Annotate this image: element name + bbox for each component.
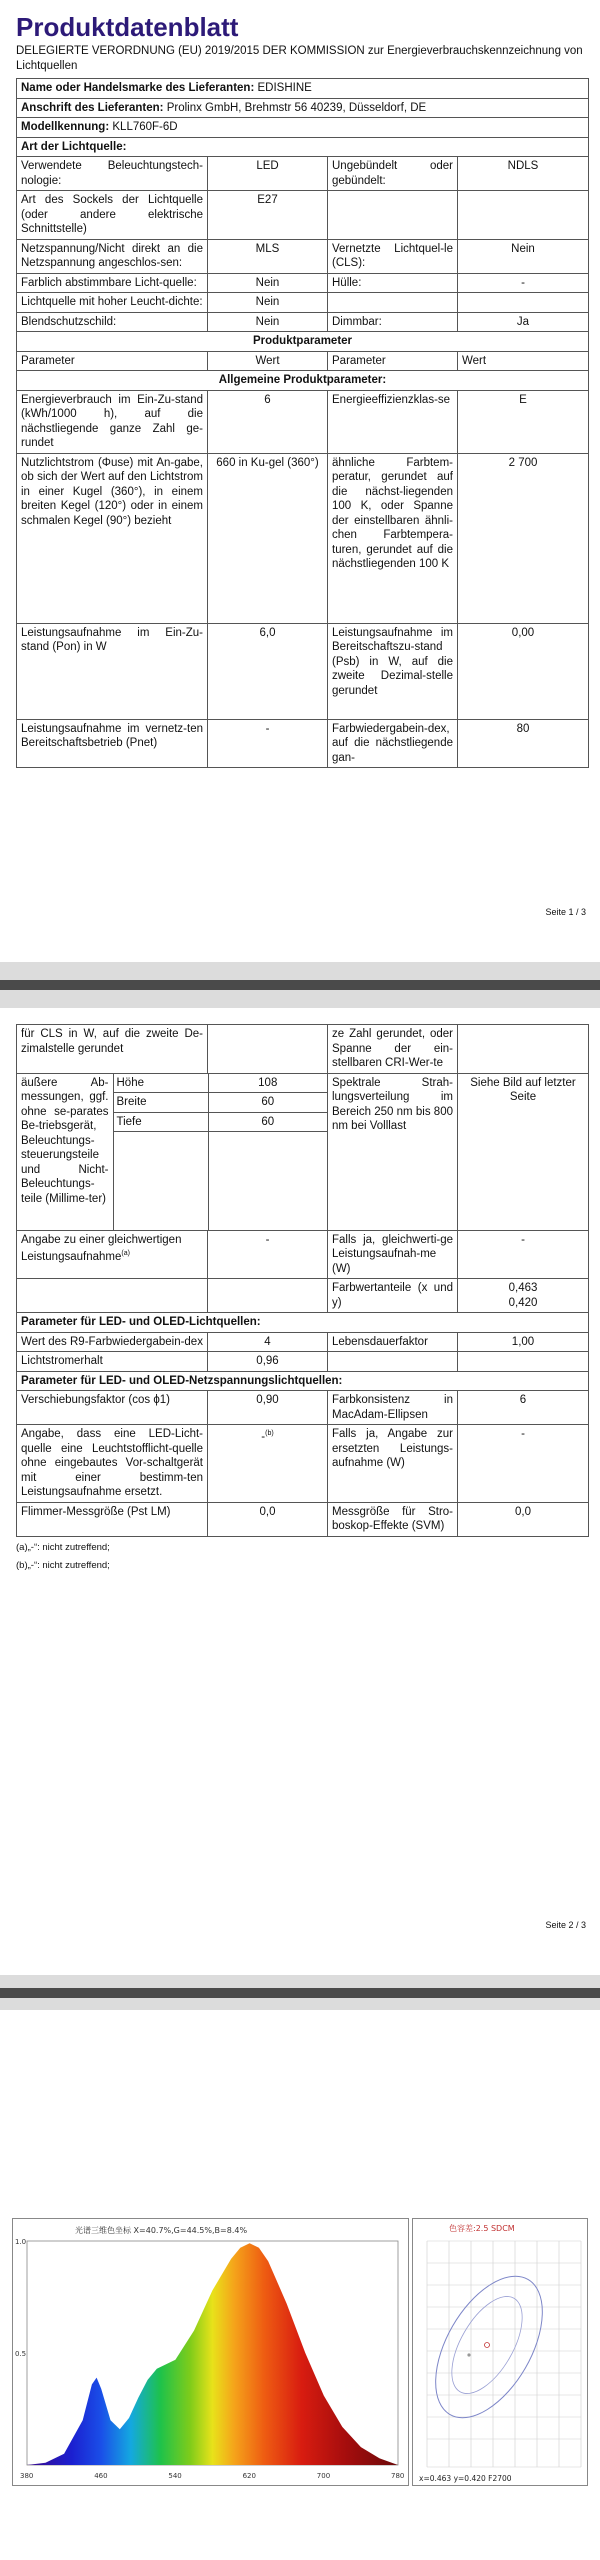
x-tick-label: 380 [20,2472,34,2480]
param-value: 0,0 [458,1502,589,1536]
spectrum-title: 光谱三维色坐标 X=40.7%,G=44.5%,B=8.4% [75,2226,248,2235]
param-value: 660 in Ku-gel (360°) [208,453,328,623]
page-separator [0,1988,600,1998]
cie-grid [427,2241,581,2467]
column-header-value: Wert [458,351,589,371]
param-label: Wert des R9-Farbwiedergabein-dex [17,1332,208,1352]
y-tick-label: 1.0 [15,2238,27,2246]
param-label: Leistungsaufnahme im vernetz-ten Bereitschaftsbetrieb (Pnet) [17,719,208,768]
light-source-type-header: Art der Lichtquelle: [17,137,589,157]
table-row [17,453,589,623]
table-row [17,390,589,453]
dim-value: 60 [208,1093,327,1113]
row-label: Netzspannung/Nicht direkt an die Netzspannung angeschlos-sen: [17,239,208,273]
table-row [17,1025,589,1074]
x-tick-label: 780 [391,2472,405,2480]
datasheet-table-continued [16,1024,589,1537]
x-tick-label: 540 [168,2472,182,2480]
param-value: E [458,390,589,453]
column-header-value: Wert [208,351,328,371]
brand-value: EDISHINE [257,82,312,94]
table-row [17,1279,589,1313]
param-value: 2 700 [458,453,589,623]
cie-readout: x=0.463 y=0.420 F2700 [419,2474,512,2483]
footnote-a: (a)„-“: nicht zutreffend; [16,1541,110,1553]
y-tick-label: 0.5 [15,2350,27,2358]
param-label: Messgröße für Stro-boskop-Effekte (SVM) [328,1502,458,1536]
page-1-content [16,12,588,768]
macadam-ellipse-inner [437,2285,536,2405]
page-2 [0,1008,600,1975]
dimensions-label: äußere Ab-messungen, ggf. ohne se-parates Be-triebsgerät, Beleuchtungs-steuerungsteile und Nicht-Beleuchtungs-teile (Millime-ter) [17,1074,113,1230]
param-label: Flimmer-Messgröße (Pst LM) [17,1502,208,1536]
param-value: - [458,1230,589,1279]
row-label: Verwendete Beleuchtungstech-nologie: [17,157,208,191]
param-label: Verschiebungsfaktor (cos ϕ1) [17,1391,208,1425]
param-label: Falls ja, Angabe zur ersetzten Leistungs-aufnahme (W) [328,1425,458,1503]
page-number: Seite 1 / 3 [545,907,586,917]
param-value: 0,00 [458,623,589,719]
table-row [17,1391,589,1425]
table-row [17,312,589,332]
target-point [467,2353,470,2356]
page-number: Seite 2 / 3 [545,1920,586,1930]
cie-title: 色容差:2.5 SDCM [449,2224,515,2233]
row-value: E27 [208,191,328,240]
page-title: Produktdatenblatt [16,12,239,42]
param-label: Energieeffizienzklas-se [328,390,458,453]
dim-value: 60 [208,1112,327,1132]
table-row [17,1502,589,1536]
param-label: Spektrale Strah-lungsverteilung im Bereich 250 nm bis 800 nm bei Volllast [328,1073,458,1230]
row-value: Nein [208,273,328,293]
param-value: 6 [458,1391,589,1425]
param-value: 4 [208,1332,328,1352]
product-parameters-header: Produktparameter [17,332,589,352]
param-label: Lebensdauerfaktor [328,1332,458,1352]
param-value: -$^{(b)}$ [208,1425,328,1503]
row-value: Nein [458,239,589,273]
dim-value: 108 [208,1074,327,1093]
table-row [17,1425,589,1503]
row-label: Dimmbar: [328,312,458,332]
param-value: 0,0 [208,1502,328,1536]
row-label: Art des Sockels der Lichtquelle (oder andere elektrische Schnittstelle) [17,191,208,240]
row-value: NDLS [458,157,589,191]
row-label: Blendschutzschild: [17,312,208,332]
param-label: Farbwiedergabein-dex, auf die nächstliegende gan- [328,719,458,768]
table-row [17,719,589,768]
table-row [17,273,589,293]
param-label: Angabe, dass eine LED-Licht-quelle eine Leuchtstofflicht-quelle ohne eingebautes Vor-schaltgerät mit einer bestimm-ten Leistungsaufnahme ersetzt. [17,1425,208,1503]
row-value [458,191,589,240]
param-value: - [208,719,328,768]
page-3 [0,2010,600,2560]
param-value: 0,463 0,420 [458,1279,589,1313]
dim-key: Höhe [113,1074,208,1093]
column-header-parameter: Parameter [328,351,458,371]
param-value: 0,90 [208,1391,328,1425]
led-parameters-header: Parameter für LED- und OLED-Lichtquellen: [17,1313,589,1333]
row-value: Ja [458,312,589,332]
row-value: MLS [208,239,328,273]
table-row [17,1073,589,1230]
param-value: Siehe Bild auf letzter Seite [458,1073,589,1230]
row-value: Nein [208,293,328,313]
mains-led-parameters-header: Parameter für LED- und OLED-Netzspannungslichtquellen: [17,1371,589,1391]
param-label: Energieverbrauch im Ein-Zu-stand (kWh/1000 h), auf die nächstliegende ganze Zahl ge-rundet [17,390,208,453]
param-label: für CLS in W, auf die zweite De-zimalstelle gerundet [17,1025,208,1074]
x-tick-label: 620 [242,2472,256,2480]
row-label: Vernetzte Lichtquel-le (CLS): [328,239,458,273]
spectrum-svg [13,2219,410,2487]
spectrum-area [27,2243,398,2465]
row-label: Hülle: [328,273,458,293]
param-value: 6,0 [208,623,328,719]
param-label: Leistungsaufnahme im Bereitschaftszu-stand (Psb) in W, auf die zweite Dezimal-stelle gerundet [328,623,458,719]
page-1 [0,0,600,962]
row-value: LED [208,157,328,191]
dim-key: Tiefe [113,1112,208,1132]
table-row [17,1352,589,1372]
param-label: Farbkonsistenz in MacAdam-Ellipsen [328,1391,458,1425]
general-parameters-header: Allgemeine Produktparameter: [17,371,589,391]
x-tick-label: 700 [316,2472,331,2480]
row-value: - [458,273,589,293]
row-label: Farblich abstimmbare Licht-quelle: [17,273,208,293]
param-value: 0,96 [208,1352,328,1372]
param-value: - [458,1425,589,1503]
regulation-subtitle: DELEGIERTE VERORDNUNG (EU) 2019/2015 DER KOMMISSION zur Energieverbrauchskennzeichnung von Lichtquellen [16,45,583,72]
cie-svg [413,2219,589,2487]
row-label: Lichtquelle mit hoher Leucht-dichte: [17,293,208,313]
spectrum-chart [12,2218,409,2486]
model-value: KLL760F-6D [112,121,178,133]
table-row [17,1332,589,1352]
param-label: Farbwertanteile (x und y) [328,1279,458,1313]
footnote-b: (b)„-“: nicht zutreffend; [16,1559,110,1571]
param-label: ähnliche Farbtem-peratur, gerundet auf die nächst-liegenden 100 K, oder Spanne der einstellbaren ähnli-chen Farbtempera-turen, gerundet auf die nächstliegenden 100 K [328,453,458,623]
brand-label: Name oder Handelsmarke des Lieferanten: [21,82,255,94]
column-header-parameter: Parameter [17,351,208,371]
table-row [17,293,589,313]
param-value: 6 [208,390,328,453]
cie-tolerance-chart [412,2218,588,2486]
param-label: Falls ja, gleichwerti-ge Leistungsaufnah-me (W) [328,1230,458,1279]
dimensions-table [17,1074,327,1230]
row-label [328,191,458,240]
dim-key: Breite [113,1093,208,1113]
page-separator [0,980,600,990]
address-value: Prolinx GmbH, Brehmstr 56 40239, Düsseldorf, DE [166,101,427,114]
column-header-row [17,351,589,371]
param-label: ze Zahl gerundet, oder Spanne der ein-stellbaren CRI-Wer-te [328,1025,458,1074]
page-2-content [16,1024,588,1575]
table-row [17,157,589,191]
param-label: Angabe zu einer gleichwertigen Leistungsaufnahme$^{(a)}$ [17,1230,208,1279]
row-value [458,293,589,313]
model-label: Modellkennung: [21,121,110,133]
row-value: Nein [208,312,328,332]
table-row [17,1230,589,1279]
table-row [17,623,589,719]
measured-point [485,2343,490,2348]
param-label: Lichtstromerhalt [17,1352,208,1372]
table-row [17,191,589,240]
address-label: Anschrift des Lieferanten: [21,101,164,114]
param-label: Leistungsaufnahme im Ein-Zu-stand (Pon) in W [17,623,208,719]
row-label [328,293,458,313]
row-label: Ungebündelt oder gebündelt: [328,157,458,191]
x-tick-label: 460 [94,2472,108,2480]
table-row [17,239,589,273]
param-value: 80 [458,719,589,768]
param-label: Nutzlichtstrom (Φuse) mit An-gabe, ob sich der Wert auf den Lichtstrom in einer Kugel (360°), in einem breiten Kegel (120°) oder in einem schmalen Kegel (90°) bezieht [17,453,208,623]
footnotes [16,1539,588,1575]
param-value: - [208,1230,328,1279]
param-value: 1,00 [458,1332,589,1352]
datasheet-table [16,78,589,768]
